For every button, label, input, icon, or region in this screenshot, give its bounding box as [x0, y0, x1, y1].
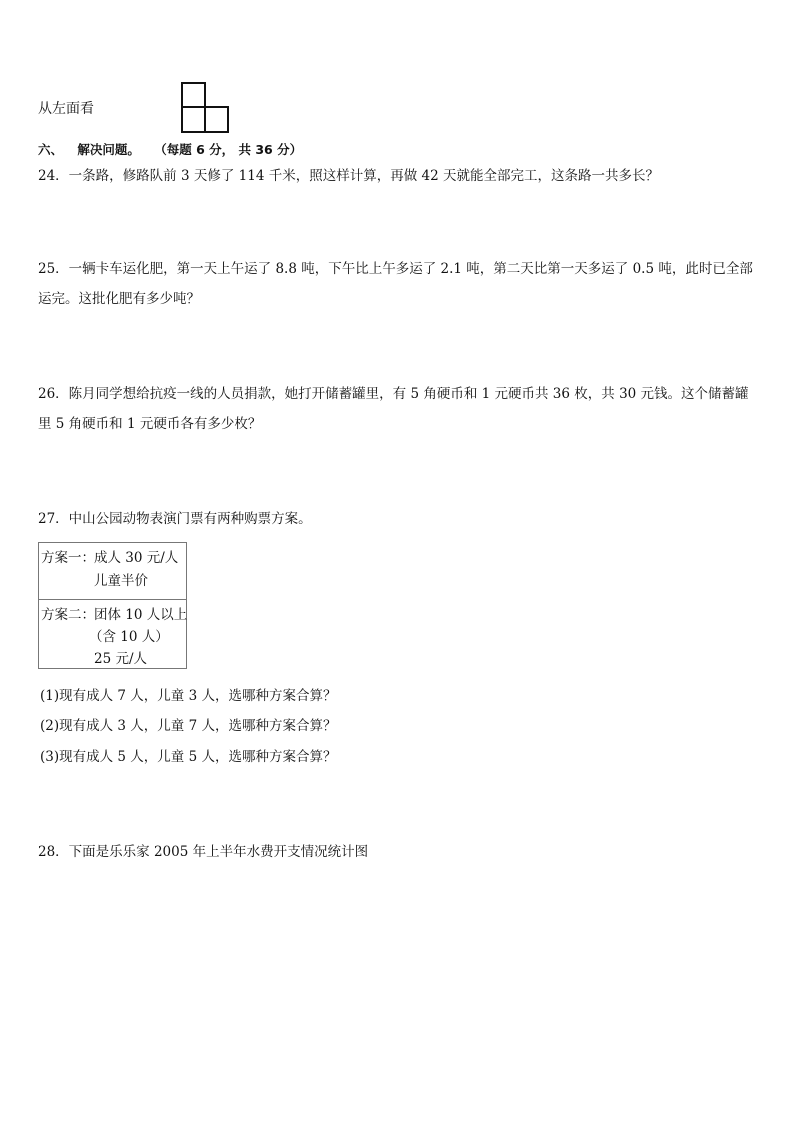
question-26-line-2: 里 5 角硬币和 1 元硬币各有多少枚？ — [38, 416, 262, 432]
question-27-sub-2: (2)现有成人 3 人，儿童 7 人，选哪种方案合算？ — [40, 718, 337, 734]
left-view-label: 从左面看 — [38, 101, 94, 117]
question-24: 24．一条路，修路队前 3 天修了 114 千米，照这样计算，再做 42 天就能全部完工，这条路一共多长？ — [38, 168, 659, 184]
plan-2-line-2: （含 10 人） — [89, 629, 169, 645]
section-title: 解决问题。 — [77, 142, 140, 157]
question-28: 28．下面是乐乐家 2005 年上半年水费开支情况统计图 — [38, 844, 369, 860]
plan-2-line-3: 25 元/人 — [94, 651, 148, 667]
plan-1-label: 方案一： — [41, 550, 95, 566]
section-number: 六、 — [38, 142, 64, 157]
figure-bottom-left-square — [182, 107, 205, 132]
question-27-sub-3: (3)现有成人 5 人，儿童 5 人，选哪种方案合算？ — [40, 749, 337, 765]
question-26-line-1: 26．陈月同学想给抗疫一线的人员捐款，她打开储蓄罐里，有 5 角硬币和 1 元硬币共 36 枚，共 30 元钱。这个储蓄罐 — [38, 386, 749, 402]
question-27: 27．中山公园动物表演门票有两种购票方案。 — [38, 511, 312, 527]
question-27-sub-1: (1)现有成人 7 人，儿童 3 人，选哪种方案合算？ — [40, 688, 337, 704]
plan-2-line-1: 团体 10 人以上 — [94, 607, 188, 623]
section-heading — [38, 140, 312, 158]
plan-1-line-1: 成人 30 元/人 — [94, 550, 179, 566]
ticket-plans-table — [38, 542, 187, 669]
figure-top-square — [182, 83, 205, 107]
figure-bottom-right-square — [205, 107, 228, 132]
plan-divider — [39, 599, 186, 600]
plan-2-label: 方案二： — [41, 607, 95, 623]
question-25-line-1: 25．一辆卡车运化肥，第一天上午运了 8.8 吨，下午比上午多运了 2.1 吨，第二天比第一天多运了 0.5 吨，此时已全部 — [38, 261, 753, 277]
left-view-figure — [181, 82, 229, 133]
question-25-line-2: 运完。这批化肥有多少吨？ — [38, 291, 200, 307]
plan-1-line-2: 儿童半价 — [94, 573, 148, 589]
section-note: （每题 6 分， 共 36 分） — [154, 142, 303, 157]
